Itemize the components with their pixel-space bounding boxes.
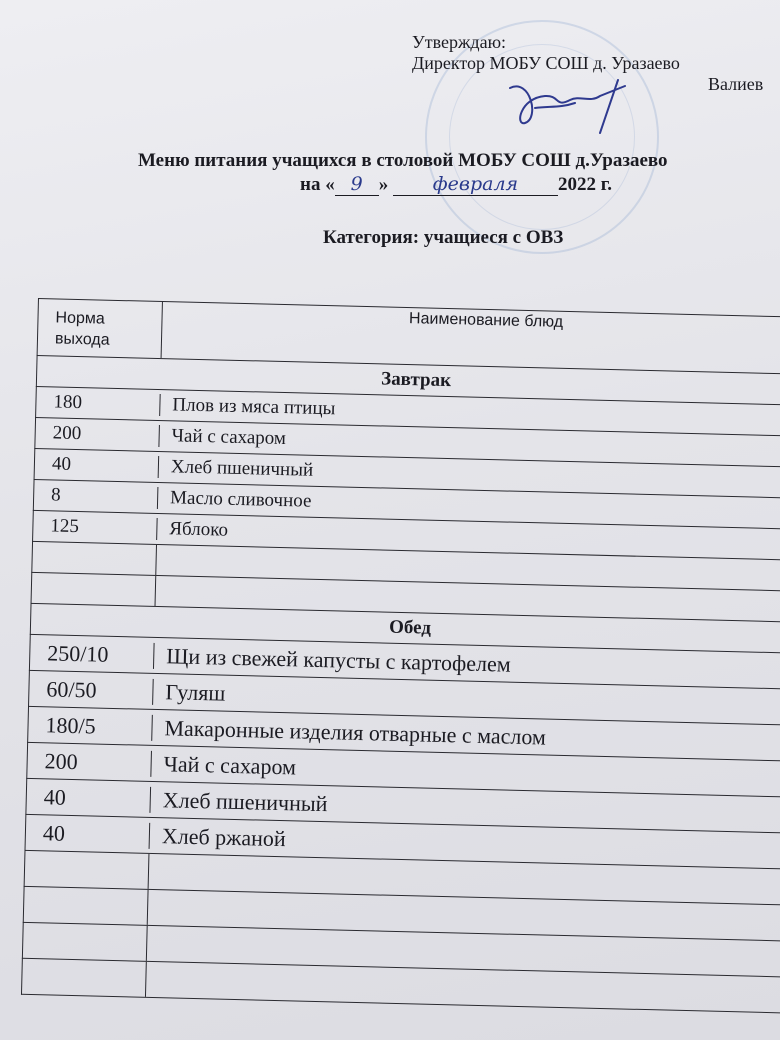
approval-position: Директор МОБУ СОШ д. Уразаево — [412, 53, 680, 73]
header-dish-name: Наименование блюд — [408, 310, 564, 331]
item-norm: 180 — [35, 391, 161, 416]
item-name: Хлеб пшеничный — [162, 786, 328, 816]
item-norm: 180/5 — [27, 711, 153, 740]
date-year: 2022 г. — [557, 174, 612, 195]
item-name: Чай с сахаром — [163, 750, 297, 779]
date-day: 9 — [335, 173, 379, 196]
item-name: Чай с сахаром — [171, 425, 287, 450]
menu-table — [21, 298, 780, 1013]
date-mid: » — [378, 174, 389, 195]
item-name: Хлеб пшеничный — [170, 456, 314, 481]
item-norm: 200 — [34, 422, 160, 447]
director-name: Валиев — [708, 74, 764, 94]
approval-block — [412, 32, 764, 94]
page-title: Меню питания учащихся в столовой МОБУ СОШ д.Уразаево — [138, 150, 668, 171]
approval-label: Утверждаю: — [412, 32, 507, 52]
category-label: Категория: учащиеся с ОВЗ — [323, 227, 564, 248]
item-name: Гуляш — [165, 678, 226, 706]
date-prefix: на « — [300, 174, 335, 195]
item-norm: 40 — [26, 783, 152, 812]
section-lunch: Обед — [30, 604, 780, 654]
item-norm: 40 — [25, 819, 151, 848]
item-name: Масло сливочное — [169, 487, 312, 512]
item-name: Макаронные изделия отварные с маслом — [164, 714, 547, 750]
item-norm: 125 — [32, 515, 158, 540]
header-norm: Норма выхода — [37, 299, 163, 358]
item-name: Яблоко — [169, 518, 229, 541]
item-name: Хлеб ржаной — [161, 822, 287, 851]
date-month: февраля — [393, 173, 558, 196]
item-norm: 8 — [33, 484, 159, 509]
item-norm: 200 — [26, 747, 152, 776]
item-norm: 60/50 — [28, 675, 154, 704]
item-name: Плов из мяса птицы — [172, 394, 336, 420]
item-name: Щи из свежей капусты с картофелем — [166, 642, 512, 677]
item-norm: 40 — [34, 453, 160, 478]
menu-date — [300, 173, 612, 196]
section-breakfast: Завтрак — [36, 356, 780, 406]
item-norm: 250/10 — [29, 639, 155, 668]
signature-icon — [500, 78, 630, 138]
